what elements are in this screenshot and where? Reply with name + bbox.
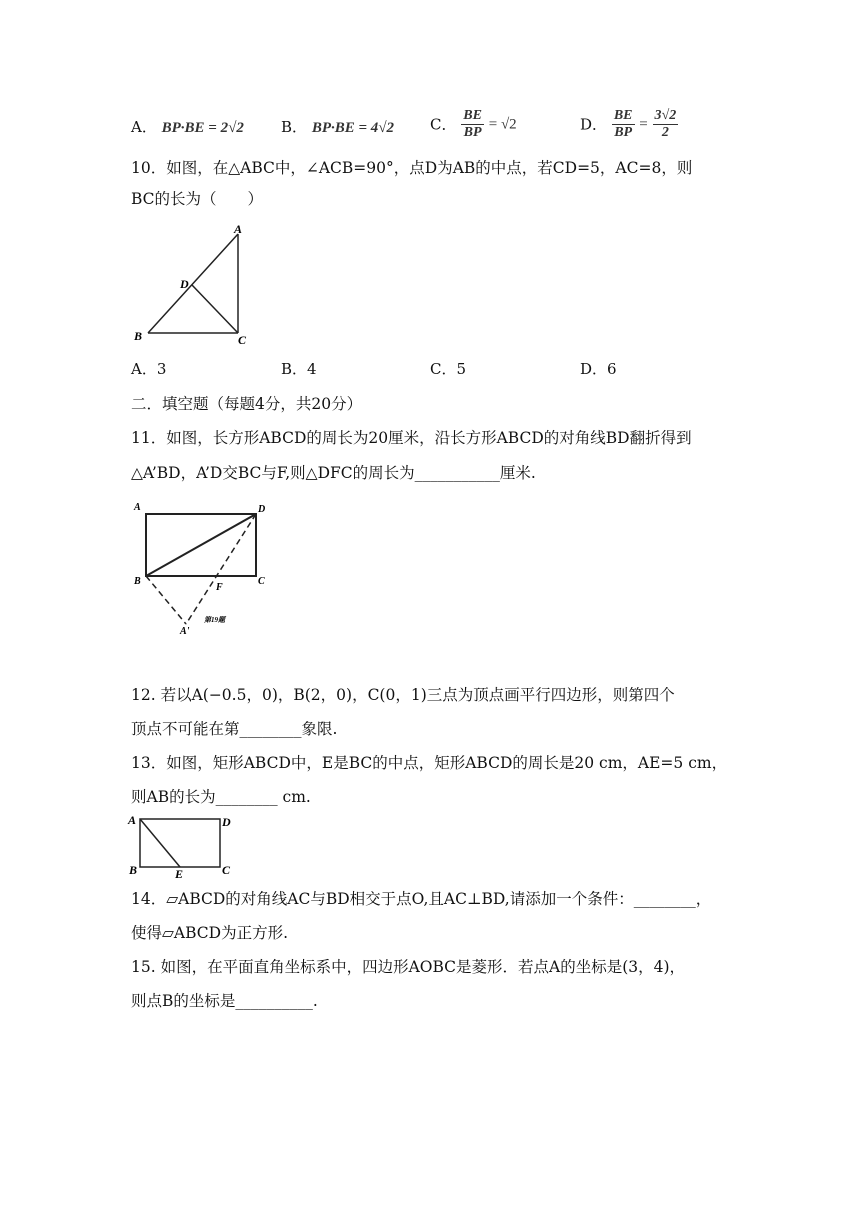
q9-option-d-rhs-numerator: 3√2 — [654, 108, 677, 123]
q9-option-d-rhs-denominator: 2 — [661, 125, 669, 140]
q12-text-line1: 12. 若以A(−0.5，0)，B(2，0)，C(0，1)三点为顶点画平行四边形，则第四个 — [131, 686, 675, 704]
q13-label-d: D — [222, 815, 231, 829]
q9-option-c-denominator: BP — [463, 125, 482, 140]
q10-label-a: A — [234, 222, 243, 236]
q15-text-line1: 15. 如图，在平面直角坐标系中，四边形AOBC是菱形．若点A的坐标是(3，4)， — [131, 958, 686, 976]
q13-rectangle-figure — [128, 812, 238, 881]
q13-label-e: E — [175, 867, 184, 881]
q11-label-d: D — [258, 504, 266, 515]
q10-option-b: B．4 — [281, 360, 317, 378]
q9-option-c-rhs: = √2 — [488, 116, 517, 133]
q14-text-line1: 14．▱ABCD的对角线AC与BD相交于点O,且AC⊥BD,请添加一个条件：________， — [131, 890, 712, 908]
q9-option-c — [430, 108, 517, 141]
q9-option-c-label: C． — [430, 115, 457, 134]
q15-text-line2: 则点B的坐标是__________. — [131, 992, 318, 1010]
q11-figure-caption: 第19题 — [204, 616, 225, 624]
q9-option-d-numerator: BE — [613, 108, 633, 123]
section2-heading: 二．填空题（每题4分，共20分） — [131, 395, 363, 413]
q12-text-line2: 顶点不可能在第________象限. — [131, 720, 338, 738]
q10-triangle-figure — [130, 222, 260, 348]
q10-label-c: C — [238, 333, 247, 347]
q11-label-a: A — [134, 502, 141, 513]
q11-label-b: B — [134, 576, 141, 587]
q13-label-b: B — [129, 863, 138, 877]
q11-label-f: F — [216, 582, 223, 593]
q13-text-line1: 13．如图，矩形ABCD中，E是BC的中点，矩形ABCD的周长是20 cm，AE=5 cm， — [131, 754, 728, 772]
q9-option-d-rhs-fraction — [653, 108, 679, 141]
q9-option-a-label: A． — [131, 118, 157, 136]
q9-option-d-label: D． — [580, 115, 608, 134]
q10-label-b: B — [134, 329, 143, 343]
q9-option-d-denominator: BP — [614, 125, 633, 140]
q9-option-d-fraction — [612, 108, 635, 141]
q14-text-line2: 使得▱ABCD为正方形. — [131, 924, 289, 942]
q11-text-line2: △A’BD，A’D交BC与F,则△DFC的周长为___________厘米. — [131, 464, 536, 482]
q11-label-a-prime: A' — [180, 626, 190, 637]
q11-label-c: C — [258, 576, 265, 587]
q9-option-a — [131, 116, 244, 139]
q11-rectangle-fold-figure — [130, 500, 280, 640]
q9-option-c-numerator: BE — [463, 108, 482, 123]
q13-text-line2: 则AB的长为________ cm. — [131, 788, 311, 806]
q10-label-d: D — [180, 277, 189, 291]
q9-option-d — [580, 108, 678, 141]
q10-text-line1: 10．如图，在△ABC中，∠ACB=90°，点D为AB的中点，若CD=5，AC=8，则 — [131, 159, 693, 177]
q9-option-b-math: BP·BE = 4√2 — [311, 120, 395, 136]
q10-option-d: D．6 — [580, 360, 617, 378]
q10-option-c: C．5 — [430, 360, 467, 378]
q13-label-a: A — [128, 813, 137, 827]
q9-option-c-fraction — [461, 108, 484, 141]
q13-label-c: C — [222, 863, 231, 877]
q9-option-d-equals: = — [639, 116, 648, 133]
q9-option-b-label: B． — [281, 118, 308, 136]
q10-text-line2: BC的长为（ ） — [131, 190, 264, 208]
q11-text-line1: 11．如图，长方形ABCD的周长为20厘米，沿长方形ABCD的对角线BD翻折得到 — [131, 429, 692, 447]
q9-option-b — [281, 116, 394, 139]
q10-option-a: A．3 — [131, 360, 167, 378]
q9-option-a-math: BP·BE = 2√2 — [161, 120, 244, 136]
